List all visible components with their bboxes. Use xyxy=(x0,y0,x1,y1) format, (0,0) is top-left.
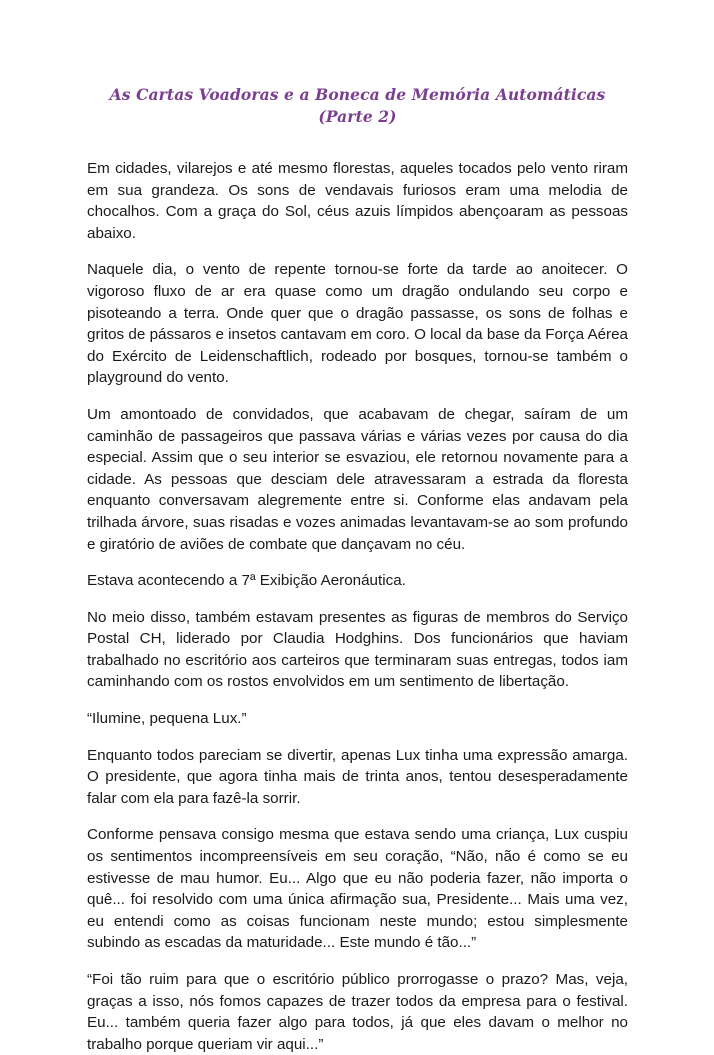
page-title: As Cartas Voadoras e a Boneca de Memória Automáticas (Parte 2) xyxy=(109,85,606,126)
paragraph: Um amontoado de convidados, que acabavam de chegar, saíram de um caminhão de passageiros que passava várias e várias vezes por causa do dia especial. Assim que o seu interior se esvaziou, ele retornou novamente para a cidade. As pessoas que desciam dele atravessaram a estrada da floresta enquanto conversavam alegremente entre si. Conforme elas andavam pela trilhada árvore, suas risadas e vozes animadas levantavam-se ao som profundo e giratório de aviões de combate que dançavam no céu. xyxy=(87,405,628,553)
paragraph: Enquanto todos pareciam se divertir, apenas Lux tinha uma expressão amarga. O presidente, que agora tinha mais de trinta anos, tentou desesperadamente falar com ela para fazê-la sorrir. xyxy=(87,746,628,807)
paragraph: Em cidades, vilarejos e até mesmo florestas, aqueles tocados pelo vento riram em sua grandeza. Os sons de vendavais furiosos eram uma melodia de chocalhos. Com a graça do Sol, céus azuis límpidos abençoaram as pessoas abaixo. xyxy=(87,160,628,242)
paragraph: Conforme pensava consigo mesma que estava sendo uma criança, Lux cuspiu os sentimentos incompreensíveis em seu coração, “Não, não é como se eu estivesse de mau humor. Eu... Algo que eu não poderia fazer, não importa o quê... foi resolvido com uma única afirmação sua, Presidente... Mais uma vez, eu entendi como as coisas funcionam neste mundo; estou simplesmente subindo as escadas da maturidade... Este mundo é tão...” xyxy=(87,826,628,952)
paragraph: “Foi tão ruim para que o escritório público prorrogasse o prazo? Mas, veja, graças a isso, nós fomos capazes de trazer todos da empresa para o festival. Eu... também queria fazer algo para todos, já que eles davam o melhor no trabalho porque queriam vir aqui...” xyxy=(87,971,628,1053)
paragraph: No meio disso, também estavam presentes as figuras de membros do Serviço Postal CH, liderado por Claudia Hodghins. Dos funcionários que haviam trabalhado no escritório aos carteiros que terminaram suas entregas, todos iam caminhando com os rostos envolvidos em um sentimento de libertação. xyxy=(87,608,628,691)
paragraph: Naquele dia, o vento de repente tornou-se forte da tarde ao anoitecer. O vigoroso fluxo de ar era quase como um dragão ondulando seu corpo e pisoteando a terra. Onde quer que o dragão passasse, os sons de folhas e gritos de pássaros e insetos cantavam em coro. O local da base da Força Aérea do Exército de Leidenschaftlich, rodeado por bosques, tornou-se também o playground do vento. xyxy=(87,261,628,387)
paragraph: “Ilumine, pequena Lux.” xyxy=(87,710,247,728)
paragraph: Estava acontecendo a 7ª Exibição Aeronáutica. xyxy=(87,572,406,590)
